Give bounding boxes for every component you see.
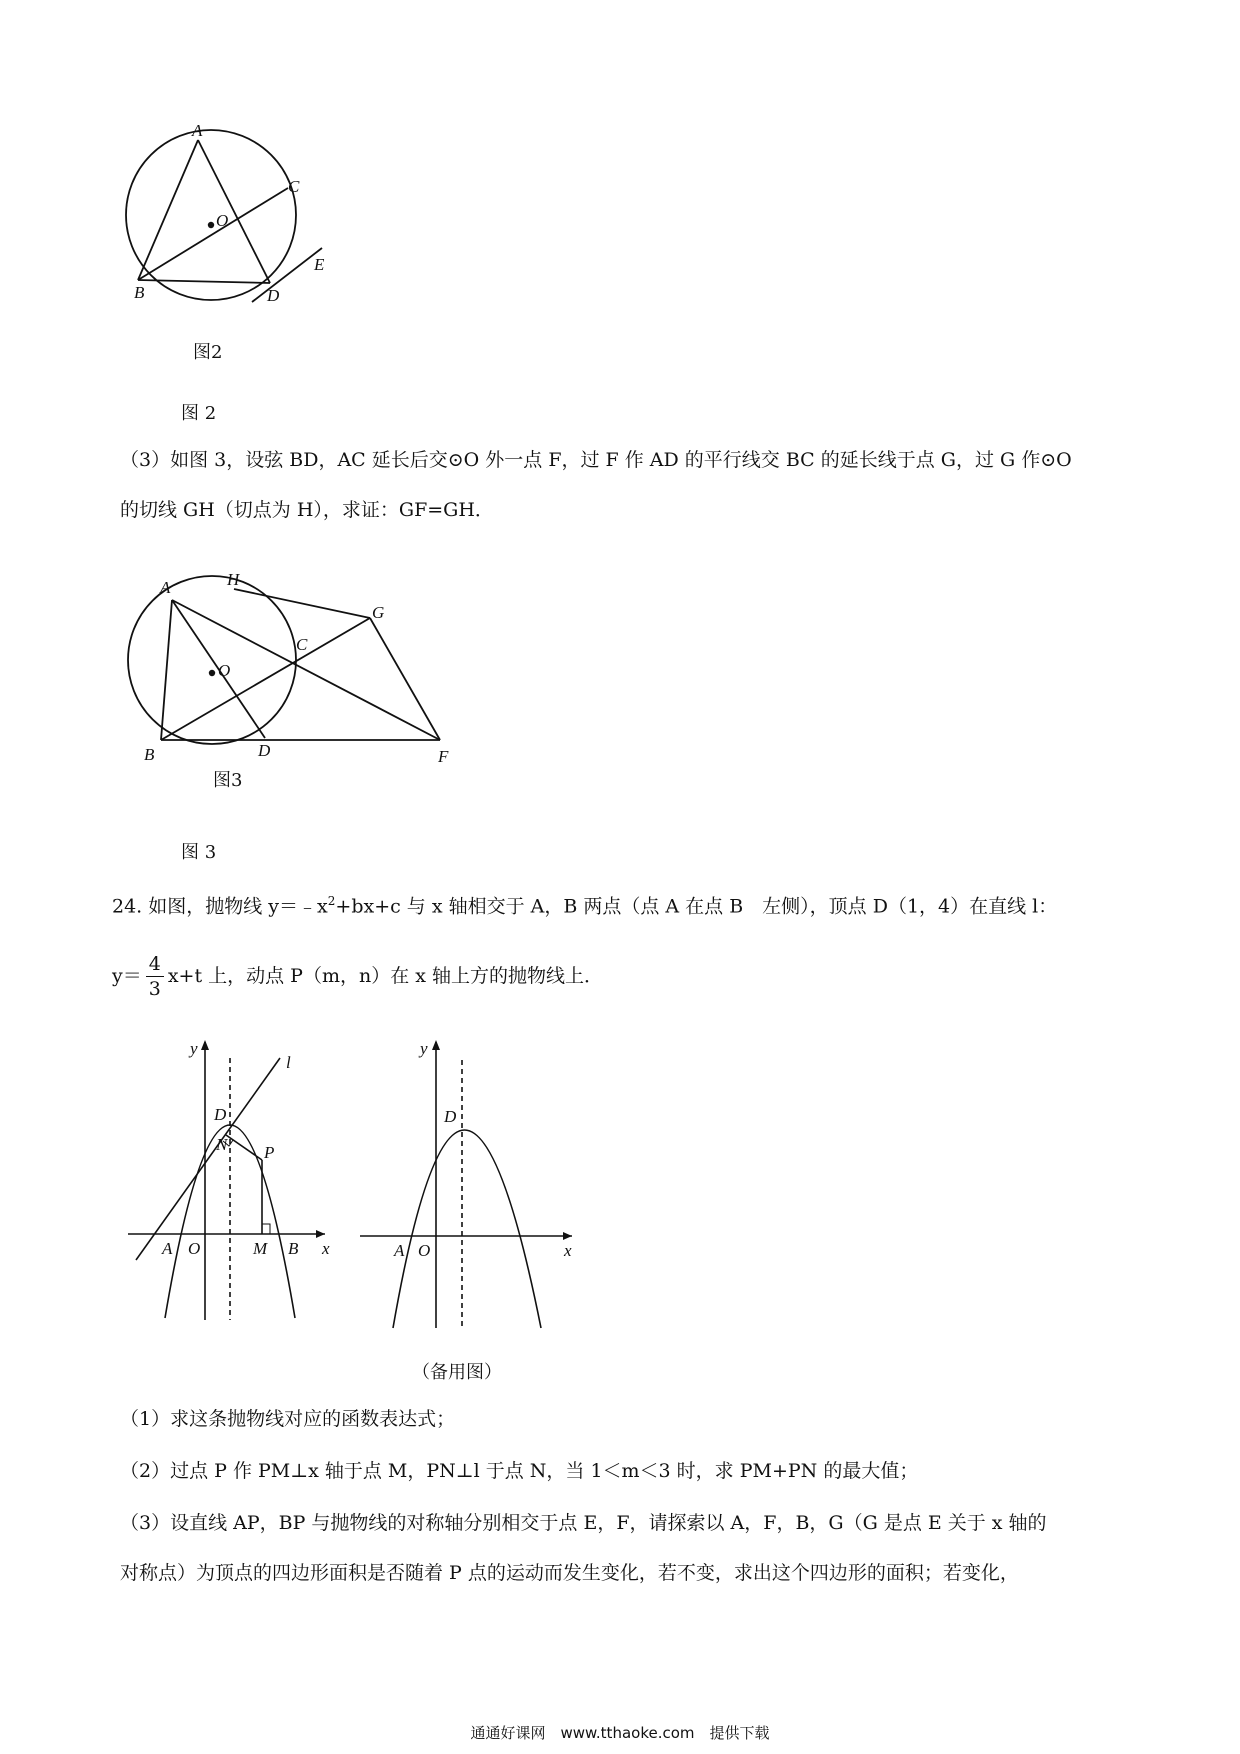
fig2-label-e: E [314,255,325,274]
q24-frac-den: 3 [148,977,161,1000]
q24-frac-num: 4 [146,952,164,977]
g2-label-a: A [394,1241,405,1260]
q24-sub2: （2）过点 P 作 PM⊥x 轴于点 M，PN⊥l 于点 N，当 1＜m＜3 时，求 PM+PN 的最大值； [120,1460,919,1482]
fig2-label-a: A [192,121,203,140]
fig2-label-b: B [134,283,145,302]
q24-line1-a: 如图，抛物线 y＝﹣x [148,895,328,918]
g1-label-l: l [286,1053,291,1072]
g1-label-y: y [190,1039,198,1058]
page-footer: 通通好课网 www.tthaoke.com 提供下载 [470,1724,770,1742]
fig3-label-o: O [218,661,231,680]
fig3-label-d: D [258,741,271,760]
fig2-caption: 图 2 [181,403,217,424]
q24-sub1: （1）求这条抛物线对应的函数表达式； [120,1408,456,1430]
q24-number: 24. [112,895,143,918]
g2-parabola [393,1130,541,1328]
fig3-caption: 图 3 [181,842,217,863]
q23-part3-line2: 的切线 GH（切点为 H），求证：GF=GH． [120,499,494,521]
g2-x-arrow [563,1232,572,1240]
fig3-label-b: B [144,745,155,764]
g2-label-d: D [444,1107,457,1126]
fig3-label-c: C [296,635,308,654]
fig3-label-a: A [160,578,171,597]
q24-backup-caption: （备用图） [412,1362,502,1383]
g1-label-o: O [188,1239,201,1258]
fig2-label-o: O [216,211,229,230]
g1-label-x: x [322,1239,330,1258]
g1-label-p: P [264,1143,275,1162]
fig2-inner-caption: 图2 [193,342,223,363]
q24-exponent: 2 [327,894,336,908]
g1-label-a: A [162,1239,173,1258]
q24-line1-b: +bx+c 与 x 轴相交于 A，B 两点（点 A 在点 B 左侧），顶点 D（1，4）在直线 l： [335,895,1058,918]
fig2-label-c: C [288,177,300,196]
g1-label-m: M [253,1239,268,1258]
g2-label-x: x [564,1241,572,1260]
g2-label-y: y [420,1039,428,1058]
fig3-inner-caption: 图3 [213,770,243,791]
g1-label-b: B [288,1239,299,1258]
q24-sub3-line2: 对称点）为顶点的四边形面积是否随着 P 点的运动而发生变化，若不变，求出这个四边形的面积；若变化， [120,1562,1019,1584]
g1-label-n: N [216,1135,228,1154]
q24-sub3-line1: （3）设直线 AP，BP 与抛物线的对称轴分别相交于点 E，F，请探索以 A，F，B，G（G 是点 E 关于 x 轴的 [120,1512,1047,1534]
fig3-label-g: G [372,603,385,622]
g2-y-arrow [432,1040,440,1050]
q23-part3-line1: （3）如图 3，设弦 BD，AC 延长后交⊙O 外一点 F，过 F 作 AD 的平行线交 BC 的延长线于点 G，过 G 作⊙O [120,449,1072,471]
fig2-label-d: D [267,286,280,305]
fig3-label-f: F [438,747,449,766]
q24-line2-post: x+t 上，动点 P（m，n）在 x 轴上方的抛物线上． [167,965,604,987]
g1-label-d: D [214,1105,227,1124]
fig3-label-h: H [227,570,240,589]
g2-label-o: O [418,1241,431,1260]
q24-line2-pre: y＝ [112,965,142,987]
